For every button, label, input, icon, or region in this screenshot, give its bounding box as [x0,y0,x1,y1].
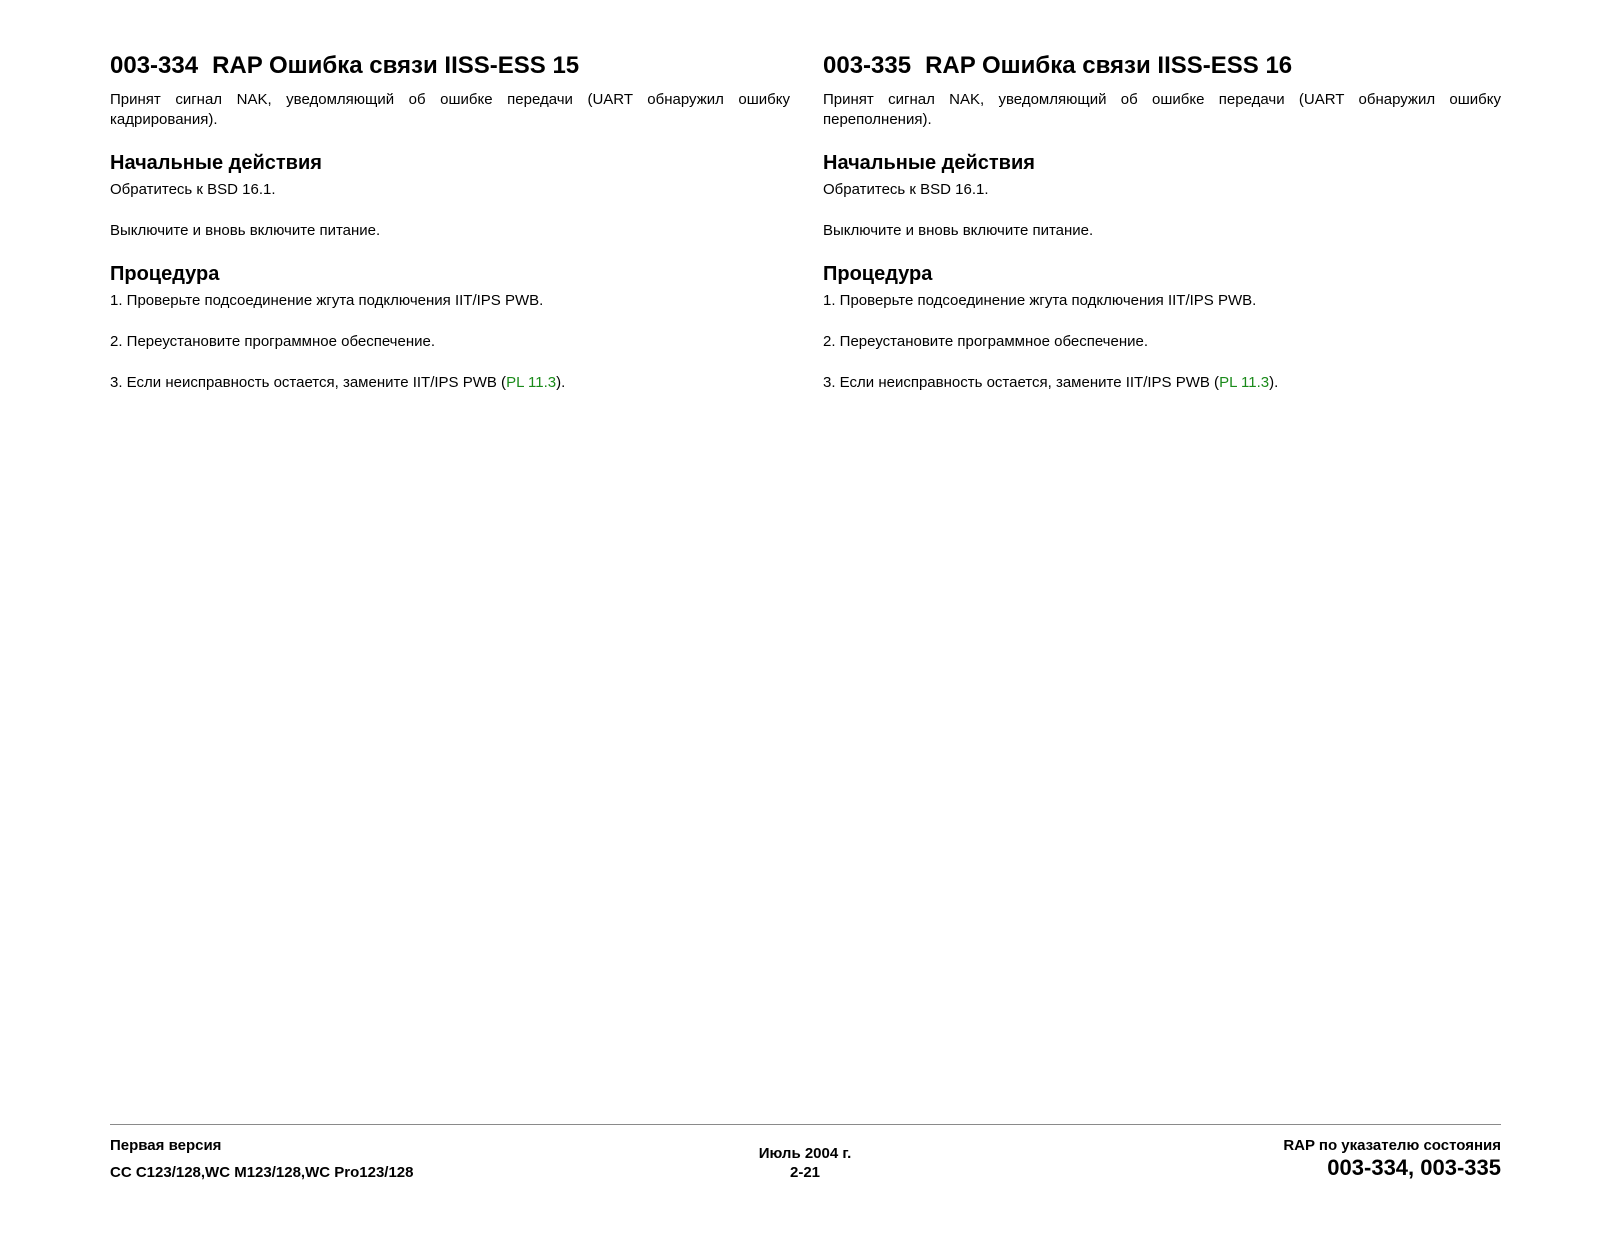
rap-title [110,48,790,84]
procedure-step: 2. Переустановите программное обеспечение. [110,333,436,350]
rap-title-text: RAP Ошибка связи IISS-ESS 15 [212,52,580,79]
section-label: RAP по указателю состояния [1283,1137,1501,1154]
rap-code: 003-335 [823,52,912,79]
step-text: 3. Если неисправность остается, замените IIT/IPS PWB ( [823,374,1220,391]
initial-actions-heading: Начальные действия [110,152,322,174]
procedure-heading: Процедура [823,263,933,285]
procedure-step: 2. Переустановите программное обеспечение. [823,333,1149,350]
page-number: 2-21 [789,1164,821,1181]
version-label: Первая версия [110,1137,222,1154]
date-label: Июль 2004 г. [758,1145,852,1162]
rap-title-text: RAP Ошибка связи IISS-ESS 16 [925,52,1293,79]
procedure-step [823,373,1501,393]
step-text: ). [556,374,566,391]
initial-action: Обратитесь к BSD 16.1. [110,181,276,198]
page-codes: 003-334, 003-335 [1327,1155,1501,1180]
procedure-step: 1. Проверьте подсоединение жгута подключения IIT/IPS PWB. [823,292,1257,309]
initial-action: Выключите и вновь включите питание. [110,222,381,239]
initial-actions-heading: Начальные действия [823,152,1035,174]
step-text: ). [1269,374,1279,391]
page-footer [110,1124,1501,1195]
footer-right [1283,1137,1501,1181]
procedure-step: 1. Проверьте подсоединение жгута подключения IIT/IPS PWB. [110,292,544,309]
footer-center [722,1144,888,1182]
parts-list-link[interactable]: PL 11.3 [1219,374,1270,391]
procedure-step [110,373,790,393]
step-text: 3. Если неисправность остается, замените IIT/IPS PWB ( [110,374,507,391]
initial-action: Выключите и вновь включите питание. [823,222,1094,239]
footer-left [110,1137,413,1182]
procedure-heading: Процедура [110,263,220,285]
rap-003-335 [823,48,1501,393]
rap-description: Принят сигнал NAK, уведомляющий об ошибке передачи (UART обнаружил ошибку кадрирования). [110,91,790,128]
parts-list-link[interactable]: PL 11.3 [506,374,557,391]
rap-title [823,48,1501,84]
rap-description: Принят сигнал NAK, уведомляющий об ошибке передачи (UART обнаружил ошибку переполнения). [823,91,1501,128]
initial-action: Обратитесь к BSD 16.1. [823,181,989,198]
models-label: CC C123/128,WC M123/128,WC Pro123/128 [110,1164,414,1181]
rap-code: 003-334 [110,52,199,79]
rap-003-334 [110,48,790,393]
